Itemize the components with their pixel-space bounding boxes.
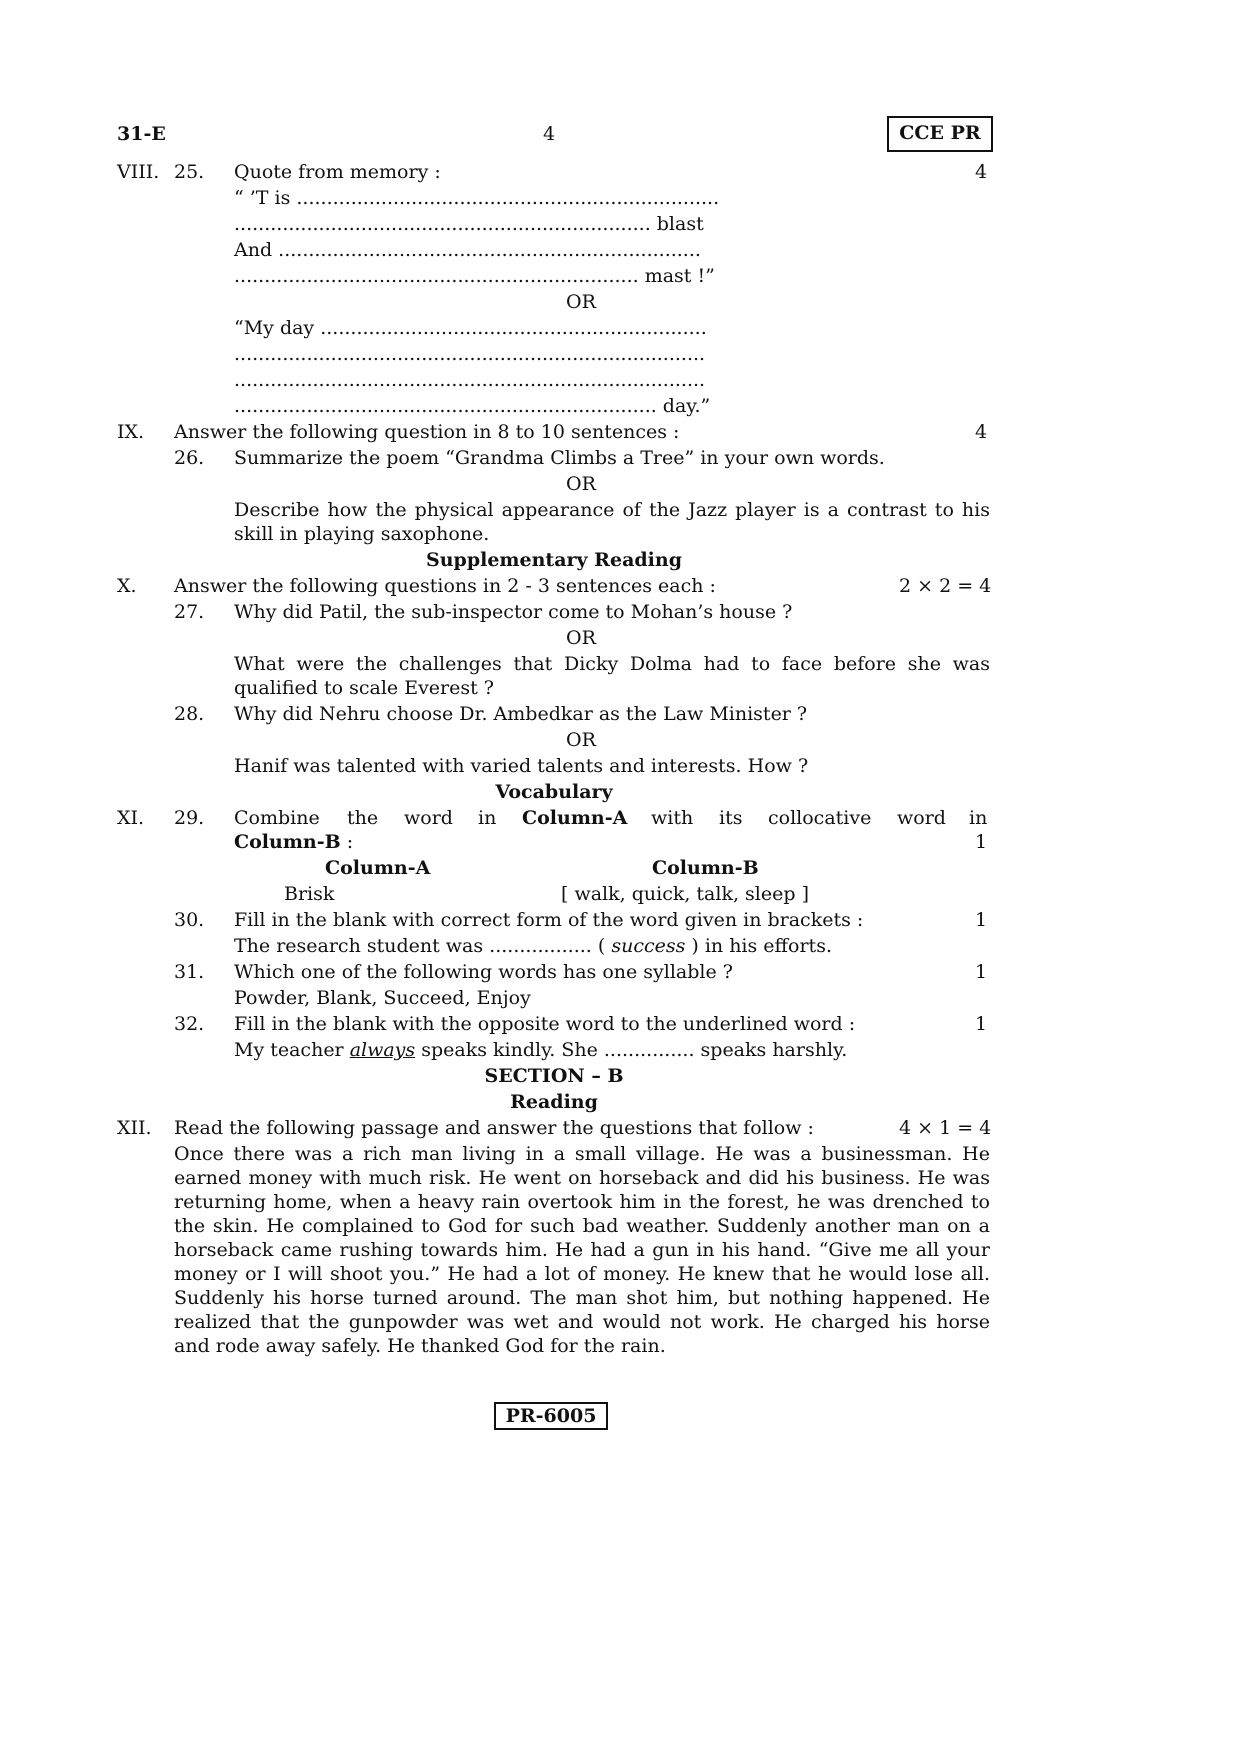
q9-marks: 4 <box>975 421 988 443</box>
q10-instruction: Answer the following questions in 2 - 3 sentences each : <box>174 575 716 597</box>
footer-code-box: PR-6005 <box>494 1402 608 1430</box>
q29-column-b: Column-B <box>234 831 341 853</box>
poem1-line: ................................................................... mast !” <box>234 265 715 287</box>
q31-number: 31. <box>174 961 205 983</box>
q32-underlined-word: always <box>349 1039 416 1061</box>
q12-instruction: Read the following passage and answer the questions that follow : <box>174 1117 814 1139</box>
q26-number: 26. <box>174 447 205 469</box>
q32-text: Fill in the blank with the opposite word to the underlined word : <box>234 1013 856 1035</box>
column-b-options: [ walk, quick, talk, sleep ] <box>561 883 809 905</box>
q31-text: Which one of the following words has one syllable ? <box>234 961 733 983</box>
page-number: 4 <box>543 123 556 145</box>
q25-number: 25. <box>174 161 205 183</box>
poem2-line: .............................................................................. <box>234 343 706 365</box>
q30-marks: 1 <box>975 909 988 931</box>
q27-text: Why did Patil, the sub-inspector come to Mohan’s house ? <box>234 601 793 623</box>
q30-text: Fill in the blank with correct form of the word given in brackets : <box>234 909 864 931</box>
q31-options: Powder, Blank, Succeed, Enjoy <box>234 987 531 1009</box>
q28-text: Why did Nehru choose Dr. Ambedkar as the Law Minister ? <box>234 703 808 725</box>
or-separator: OR <box>566 291 596 313</box>
poem1-line: And ...................................................................... <box>234 239 701 261</box>
reading-passage: Once there was a rich man living in a small village. He was a businessman. He earned money with much risk. He went on horseback and did his business. He was returning home, when a heavy rain overtook him in the forest, he was drenched to the skin. He complained to God for such bad weather. Suddenly another man on a horseback came rushing towards him. He had a gun in his hand. “Give me all your money or I will shoot you.” He had a lot of money. He knew that he would lose all. Suddenly his horse turned around. The man shot him, but nothing happened. He realized that the gunpowder was wet and would not work. He charged his horse and rode away safely. He thanked God for the rain. <box>174 1143 990 1357</box>
column-a-header: Column-A <box>325 857 431 879</box>
poem1-line: “ ’T is ...................................................................... <box>234 187 720 209</box>
q9-instruction: Answer the following question in 8 to 10 sentences : <box>174 421 680 443</box>
q29-word: word <box>897 807 946 829</box>
q29-word: its <box>719 807 743 829</box>
poem1-line: ..................................................................... blast <box>234 213 704 235</box>
q10-marks: 2 × 2 = 4 <box>899 575 992 597</box>
q12-roman: XII. <box>117 1117 152 1139</box>
q10-roman: X. <box>117 575 137 597</box>
q27-number: 27. <box>174 601 205 623</box>
q8-roman: VIII. <box>117 161 160 183</box>
q29-number: 29. <box>174 807 205 829</box>
q32-marks: 1 <box>975 1013 988 1035</box>
q29-word: the <box>347 807 379 829</box>
q30-sentence <box>234 934 832 958</box>
or-separator: OR <box>566 627 596 649</box>
column-a-word: Brisk <box>284 883 335 905</box>
poem2-line: .............................................................................. <box>234 369 706 391</box>
section-b-heading: SECTION – B <box>484 1065 624 1087</box>
q29-word: word <box>404 807 453 829</box>
q29-column-a: Column-A <box>522 807 628 829</box>
q29-word: in <box>478 807 497 829</box>
poem2-line: ...................................................................... day.” <box>234 395 711 417</box>
q25-prompt: Quote from memory : <box>234 161 441 183</box>
q29-word: in <box>969 807 988 829</box>
q32-sentence-end: speaks kindly. She ............... speaks harshly. <box>415 1039 848 1061</box>
q27-alternative: What were the challenges that Dicky Dolma had to face before she was qualified to scale Everest ? <box>234 653 990 699</box>
q31-marks: 1 <box>975 961 988 983</box>
supplementary-reading-heading: Supplementary Reading <box>426 549 682 571</box>
reading-heading: Reading <box>510 1091 598 1113</box>
q9-roman: IX. <box>117 421 145 443</box>
poem2-line: “My day ................................................................ <box>234 317 707 339</box>
q8-marks: 4 <box>975 161 988 183</box>
q26-text: Summarize the poem “Grandma Climbs a Tree” in your own words. <box>234 447 885 469</box>
q30-number: 30. <box>174 909 205 931</box>
q32-sentence <box>234 1038 847 1062</box>
q32-number: 32. <box>174 1013 205 1035</box>
q29-word: collocative <box>768 807 872 829</box>
q32-sentence-start: My teacher <box>234 1039 350 1061</box>
q11-roman: XI. <box>117 807 145 829</box>
paper-code: 31-E <box>117 123 166 145</box>
q26-alternative: Describe how the physical appearance of the Jazz player is a contrast to his skill in playing saxophone. <box>234 499 990 545</box>
q28-alternative: Hanif was talented with varied talents and interests. How ? <box>234 755 809 777</box>
exam-code-box: CCE PR <box>887 116 993 152</box>
q29-colon: : <box>340 831 354 853</box>
q29-word: with <box>651 807 694 829</box>
or-separator: OR <box>566 729 596 751</box>
column-b-header: Column-B <box>652 857 759 879</box>
or-separator: OR <box>566 473 596 495</box>
q12-marks: 4 × 1 = 4 <box>899 1117 992 1139</box>
q29-word: Combine <box>234 807 320 829</box>
q30-sentence-start: The research student was ................. ( <box>234 935 612 957</box>
q29-marks: 1 <box>975 831 988 853</box>
q30-bracket-word: success <box>611 935 686 957</box>
q30-sentence-end: ) in his efforts. <box>685 935 832 957</box>
vocabulary-heading: Vocabulary <box>495 781 613 803</box>
q28-number: 28. <box>174 703 205 725</box>
